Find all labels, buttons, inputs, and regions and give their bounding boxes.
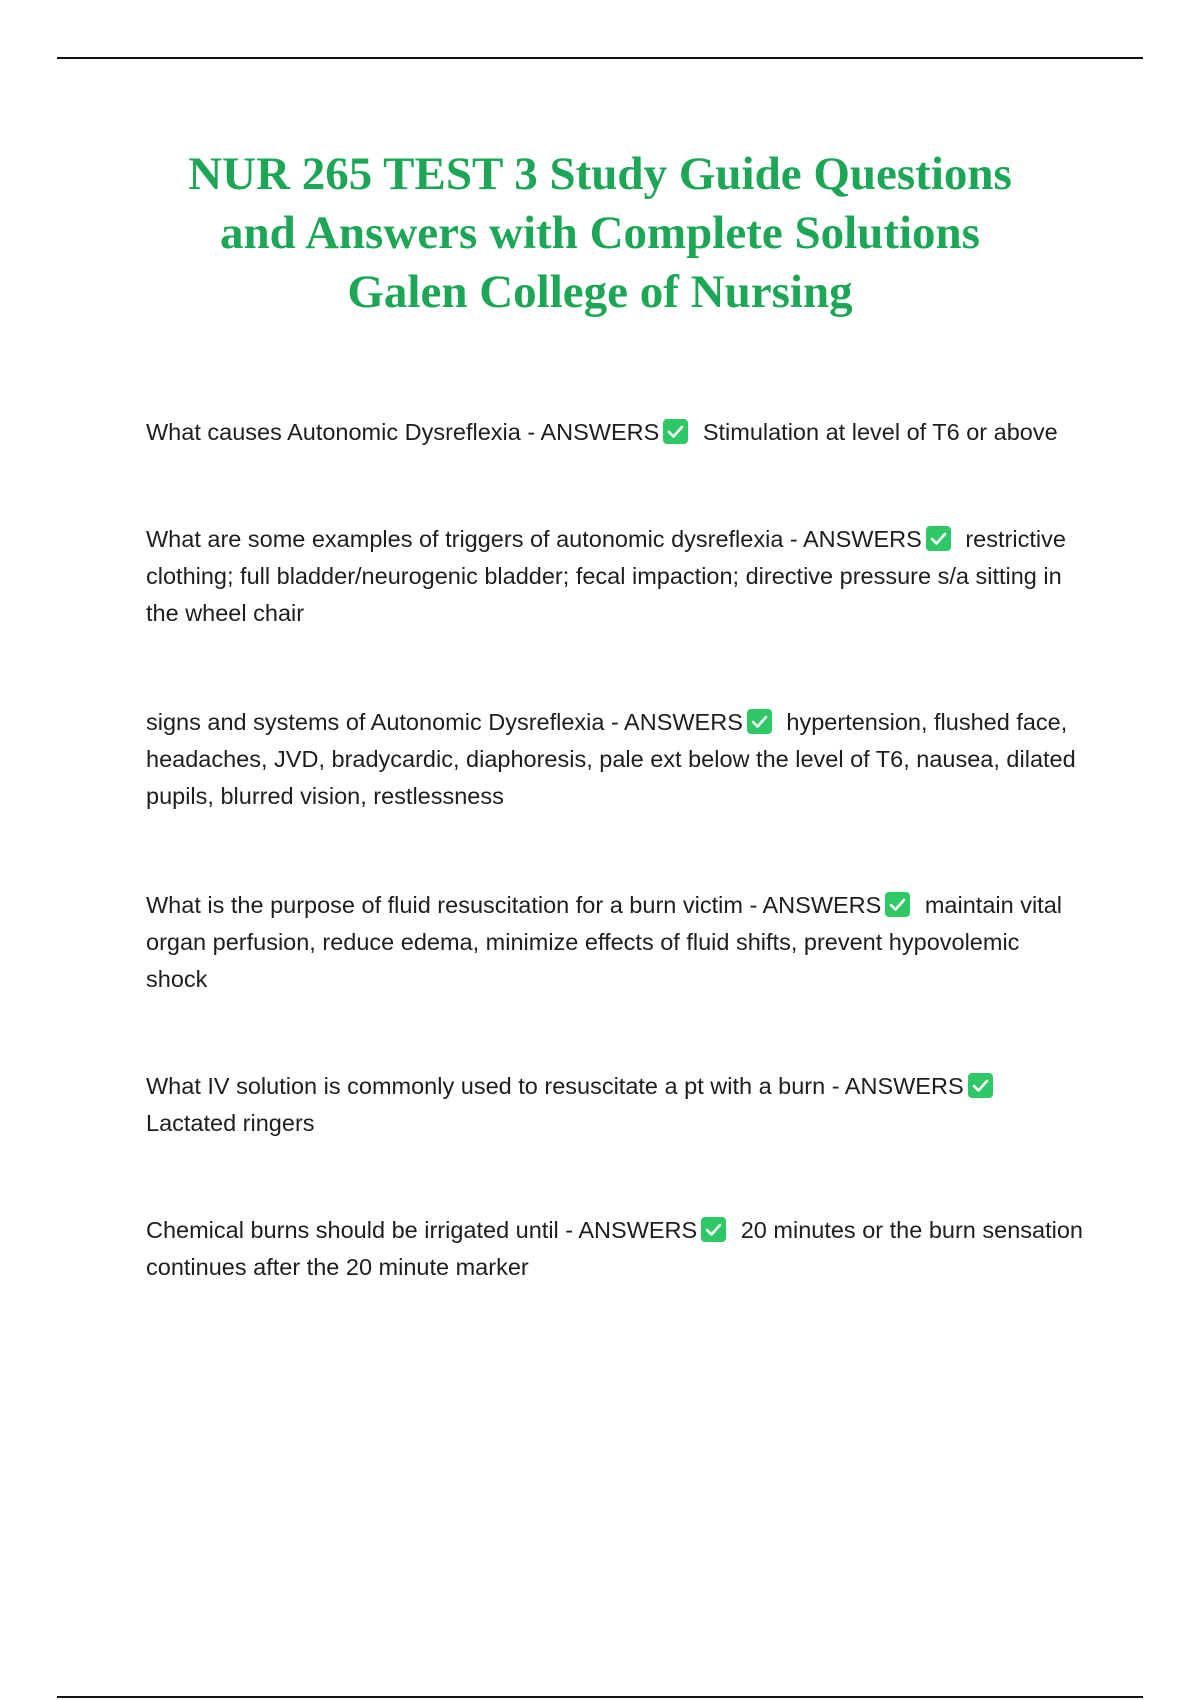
title-line: and Answers with Complete Solutions [220, 207, 980, 259]
question-text: What causes Autonomic Dysreflexia - [146, 419, 541, 445]
qa-item [146, 704, 1086, 815]
answers-label: ANSWERS [762, 892, 882, 918]
answers-label: ANSWERS [624, 709, 743, 735]
bottom-divider [57, 1696, 1143, 1698]
answer-text: maintain vital organ perfusion, reduce edema, minimize effects of fluid shifts, prevent hypovolemic shock [146, 892, 1063, 992]
answers-label: ANSWERS [844, 1073, 964, 1099]
check-mark-icon [747, 709, 772, 734]
qa-item [146, 1212, 1086, 1286]
question-text: What IV solution is commonly used to resuscitate a pt with a burn - [146, 1073, 845, 1099]
qa-item [146, 1068, 1086, 1142]
answer-text: Stimulation at level of T6 or above [702, 419, 1058, 445]
check-mark-icon [701, 1217, 726, 1242]
check-mark-icon [968, 1073, 993, 1098]
answer-text: restrictive clothing; full bladder/neurogenic bladder; fecal impaction; directive pressure s/a sitting in the wheel chair [146, 526, 1066, 626]
title-line: NUR 265 TEST 3 Study Guide Questions [188, 148, 1012, 200]
check-mark-icon [663, 419, 688, 444]
top-divider [57, 57, 1143, 59]
qa-item [146, 887, 1086, 998]
answer-text: hypertension, flushed face, headaches, JVD, bradycardic, diaphoresis, pale ext below the level of T6, nausea, dilated pupils, blurred vision, restlessness [146, 709, 1076, 809]
question-text: What are some examples of triggers of autonomic dysreflexia - [146, 526, 803, 552]
question-text: What is the purpose of fluid resuscitation for a burn victim - [146, 892, 763, 918]
title-line: Galen College of Nursing [347, 266, 853, 318]
page-title [100, 145, 1100, 322]
answer-text: 20 minutes or the burn sensation continues after the 20 minute marker [146, 1217, 1083, 1280]
question-text: signs and systems of Autonomic Dysreflexia - [146, 709, 625, 735]
qa-item [146, 414, 1086, 451]
answers-label: ANSWERS [802, 526, 922, 552]
check-mark-icon [885, 892, 910, 917]
qa-item [146, 521, 1086, 632]
answer-text: Lactated ringers [146, 1110, 315, 1136]
qa-list [146, 414, 1086, 1286]
check-mark-icon [926, 526, 951, 551]
answers-label: ANSWERS [578, 1217, 698, 1243]
answers-label: ANSWERS [540, 419, 660, 445]
question-text: Chemical burns should be irrigated until - [146, 1217, 579, 1243]
